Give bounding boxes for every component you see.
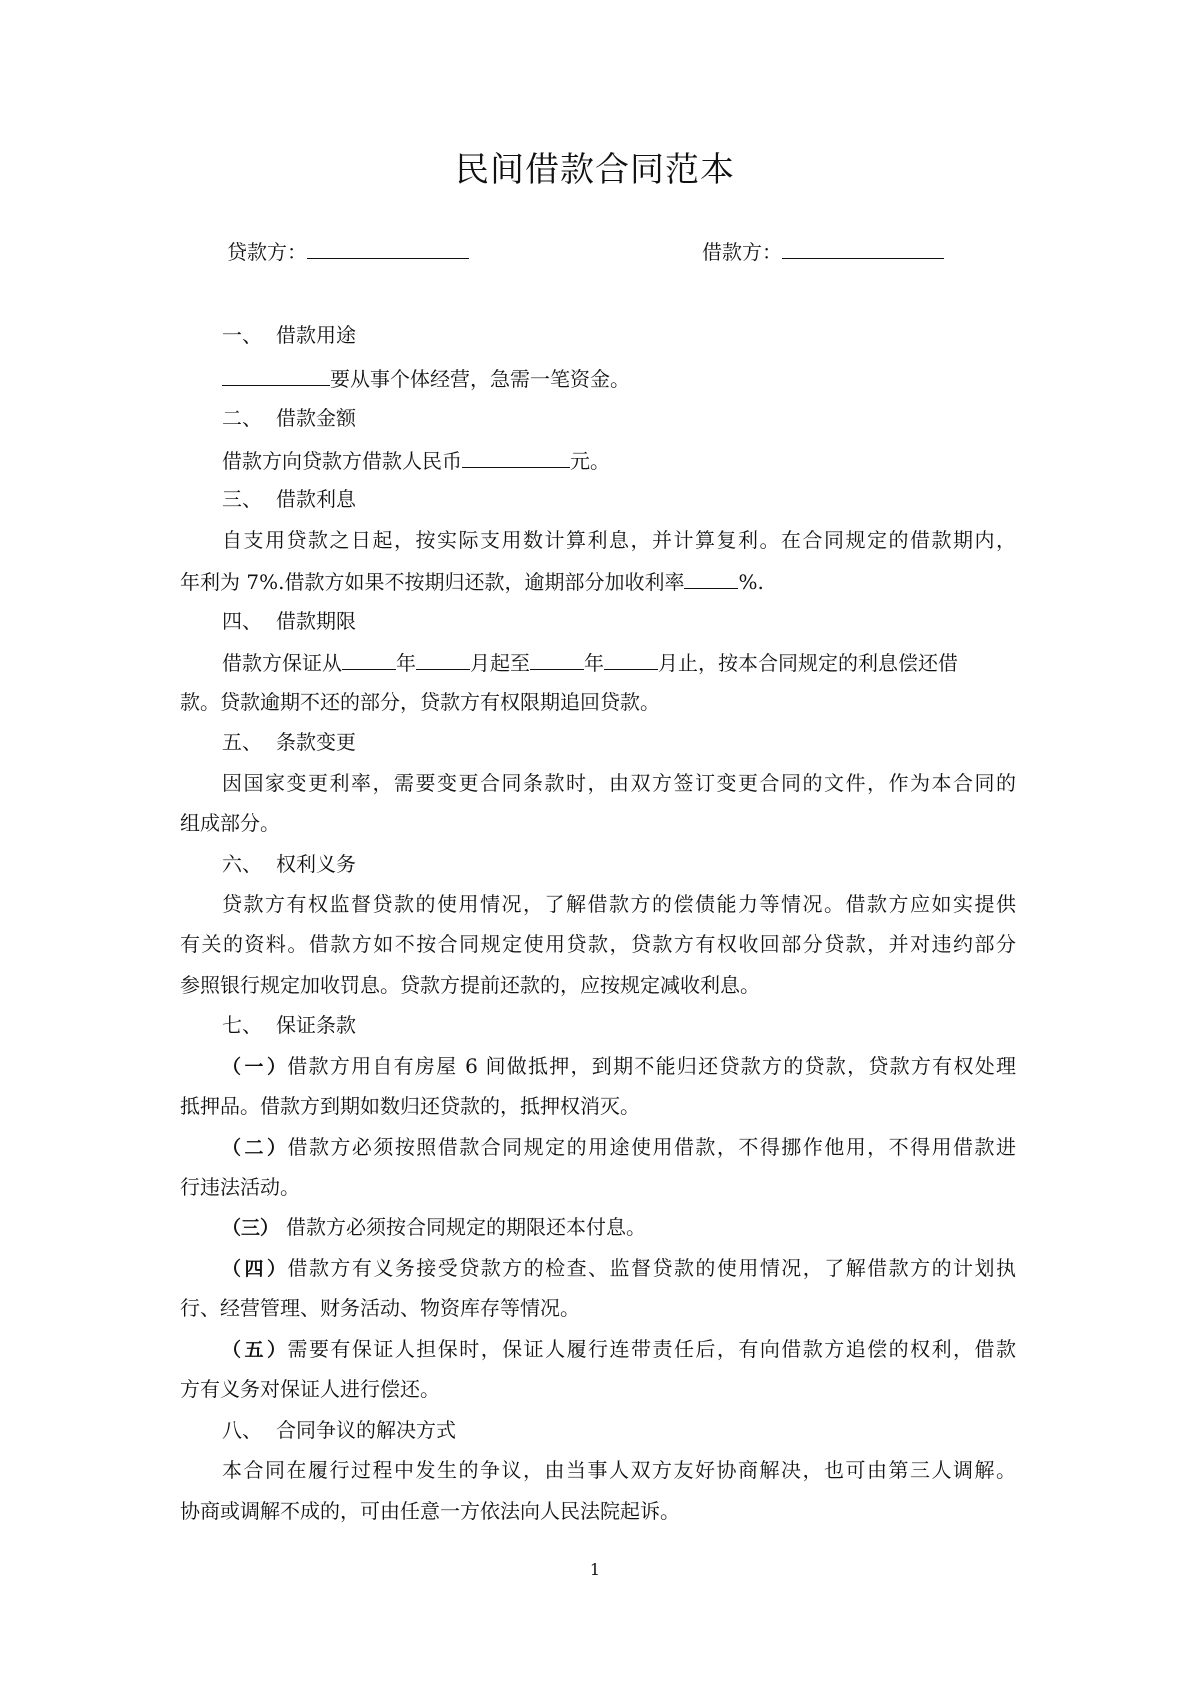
section-heading-6: 六、 权利义务 [222,852,356,876]
clause-1-line-2: 抵押品。借款方到期如数归还贷款的，抵押权消灭。 [180,1094,640,1118]
lender-field [227,236,469,265]
lender-label: 贷款方： [227,240,307,264]
section-8-line-1: 本合同在履行过程中发生的争议，由当事人双方友好协商解决，也可由第三人调解。 [222,1458,1016,1482]
clause-1-line-1: （一）借款方用自有房屋 6 间做抵押，到期不能归还贷款方的贷款，贷款方有权处理 [222,1054,1016,1078]
section-heading-1: 一、 借款用途 [222,323,356,347]
borrower-blank [782,237,944,259]
borrower-field [702,236,944,265]
clause-3-line-1: （三） 借款方必须按合同规定的期限还本付息。 [222,1215,646,1239]
section-6-line-2: 有关的资料。借款方如不按合同规定使用贷款，贷款方有权收回部分贷款，并对违约部分 [180,932,1016,956]
clause-2-line-2: 行违法活动。 [180,1175,300,1199]
section-heading-3: 三、 借款利息 [222,487,356,511]
section-8-line-2: 协商或调解不成的，可由任意一方依法向人民法院起诉。 [180,1499,680,1523]
section-6-line-1: 贷款方有权监督贷款的使用情况，了解借款方的偿债能力等情况。借款方应如实提供 [222,892,1016,916]
section-3-line-1: 自支用贷款之日起，按实际支用数计算利息，并计算复利。在合同规定的借款期内， [222,528,1016,552]
section-4-line-1: 借款方保证从 年 月起至 年 月止，按本合同规定的利息偿还借 [180,648,1058,677]
clause-4-line-1: （四）借款方有义务接受贷款方的检查、监督贷款的使用情况，了解借款方的计划执 [222,1256,1016,1280]
section-heading-8: 八、 合同争议的解决方式 [222,1418,456,1442]
lender-blank [307,237,469,259]
page-number: 1 [589,1560,601,1579]
document-title: 民间借款合同范本 [455,150,735,190]
section-3-line-2: 年利为 7%.借款方如果不按期归还款，逾期部分加收利率 %. [180,567,1016,596]
section-2-text: 借款方向贷款方借款人民币 元。 [180,446,1058,475]
section-heading-5: 五、 条款变更 [222,730,356,754]
clause-5-line-1: （五）需要有保证人担保时，保证人履行连带责任后，有向借款方追偿的权利，借款 [222,1337,1016,1361]
borrower-label: 借款方： [702,240,782,264]
section-heading-7: 七、 保证条款 [222,1013,356,1037]
clause-2-line-1: （二）借款方必须按照借款合同规定的用途使用借款，不得挪作他用，不得用借款进 [222,1135,1016,1159]
section-6-line-3: 参照银行规定加收罚息。贷款方提前还款的，应按规定减收利息。 [180,973,760,997]
section-4-line-2: 款。贷款逾期不还的部分，贷款方有权限期追回贷款。 [180,690,660,714]
section-heading-2: 二、 借款金额 [222,406,356,430]
section-1-text: 要从事个体经营，急需一笔资金。 [180,364,1058,393]
section-heading-4: 四、 借款期限 [222,609,356,633]
section-5-line-1: 因国家变更利率，需要变更合同条款时，由双方签订变更合同的文件，作为本合同的 [222,771,1016,795]
section-5-line-2: 组成部分。 [180,811,280,835]
clause-4-line-2: 行、经营管理、财务活动、物资库存等情况。 [180,1296,580,1320]
clause-5-line-2: 方有义务对保证人进行偿还。 [180,1377,440,1401]
